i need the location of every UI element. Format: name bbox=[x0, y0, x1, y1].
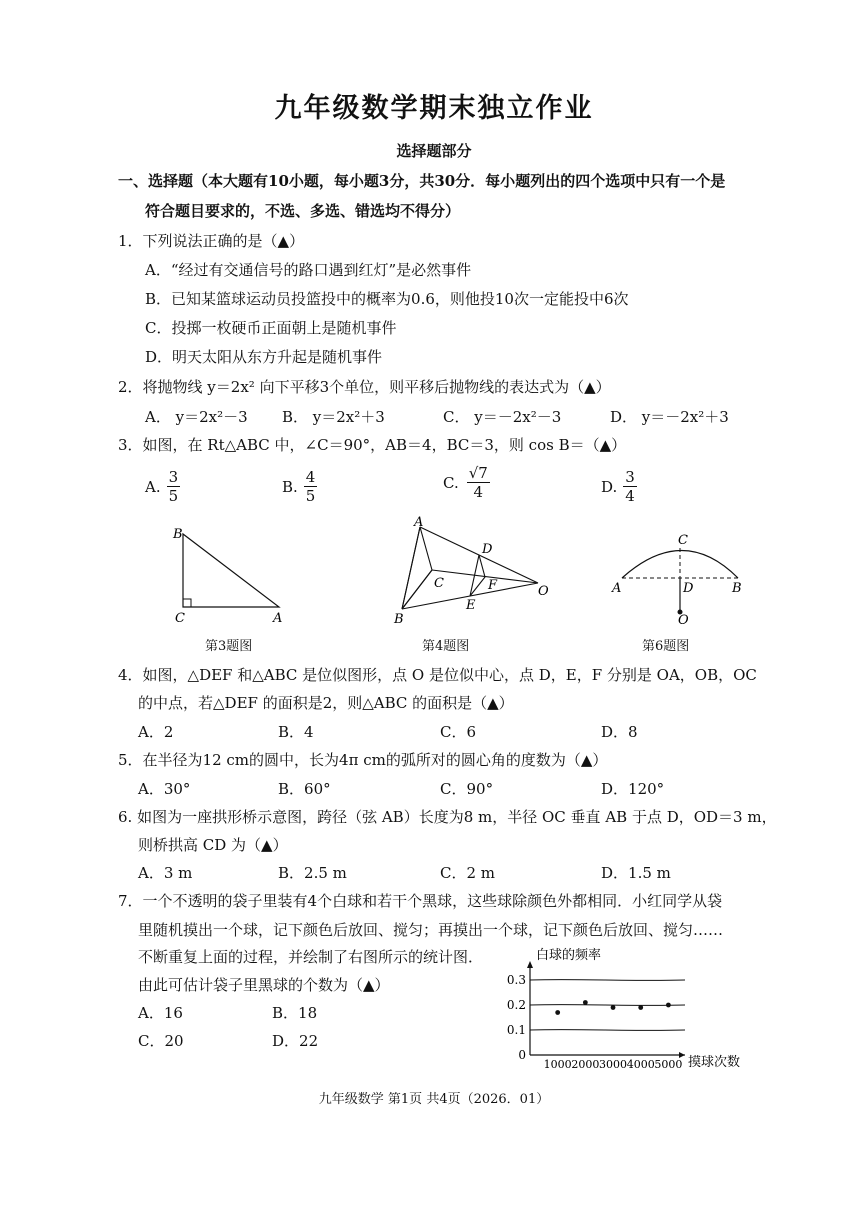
q7-option-c: C．20 bbox=[138, 1032, 184, 1050]
chart-data-point bbox=[583, 1000, 588, 1005]
chart-y-tick-labels bbox=[507, 973, 526, 1062]
chart-reference-line bbox=[530, 980, 685, 981]
q6-stem-line1: 6. 如图为一座拱形桥示意图，跨径（弦 AB）长度为8 m，半径 OC 垂直 AB 于点 D，OD＝3 m， bbox=[118, 808, 777, 826]
q3-option-c-numerator: √7 bbox=[468, 464, 488, 482]
figure-3-right-triangle bbox=[165, 520, 300, 630]
q7-stem-line3: 不断重复上面的过程，并绘制了右图所示的统计图． bbox=[138, 948, 484, 966]
chart-reference-line bbox=[530, 1005, 685, 1006]
q7-stem-line2: 里随机摸出一个球，记下颜色后放回、搅匀；再摸出一个球，记下颜色后放回、搅匀…… bbox=[138, 921, 724, 939]
q3-option-d-denominator: 4 bbox=[625, 487, 635, 505]
q3-option-b-denominator: 5 bbox=[305, 487, 316, 505]
q1-option-b: B．已知某篮球运动员投篮投中的概率为0.6，则他投10次一定能投中6次 bbox=[145, 290, 629, 308]
fig3-label-b: B bbox=[173, 527, 183, 542]
q3-option-a-numerator: 3 bbox=[168, 468, 179, 486]
q3-option-d-fraction bbox=[623, 468, 637, 505]
chart-x-tick-label: 1000 bbox=[543, 1058, 572, 1071]
q3-option-b-fraction bbox=[304, 468, 318, 505]
fig4-label-o: O bbox=[538, 584, 549, 599]
q4-option-d: D．8 bbox=[601, 723, 638, 741]
fig4-label-f: F bbox=[488, 578, 498, 593]
q3-stem: 3．如图，在 Rt△ABC 中，∠C＝90°，AB＝4，BC＝3，则 cos B＝（▲） bbox=[118, 436, 627, 454]
q4-option-b: B．4 bbox=[278, 723, 314, 741]
figure-4-caption: 第4题图 bbox=[422, 639, 470, 654]
q3-option-d-label: D. bbox=[601, 477, 618, 496]
q3-option-b bbox=[282, 468, 317, 505]
q7-stem-line4: 由此可估计袋子里黑球的个数为（▲） bbox=[138, 976, 390, 994]
page-subtitle: 选择题部分 bbox=[396, 142, 472, 160]
fig6-label-c: C bbox=[678, 533, 688, 548]
q1-option-d: D．明天太阳从东方升起是随机事件 bbox=[145, 348, 383, 366]
chart-y-tick-label: 0.3 bbox=[506, 973, 526, 987]
fig3-label-a: A bbox=[273, 611, 283, 626]
fig4-label-b: B bbox=[394, 612, 404, 627]
chart-x-tick-label: 4000 bbox=[626, 1058, 655, 1071]
triangle-abc bbox=[183, 534, 279, 607]
chart-y-axis-arrow bbox=[527, 961, 533, 968]
q4-stem-line2: 的中点，若△DEF 的面积是2，则△ABC 的面积是（▲） bbox=[138, 694, 514, 712]
q3-option-c-denominator: 4 bbox=[473, 483, 484, 501]
page-footer: 九年级数学 第1页 共4页（2026．01） bbox=[318, 1092, 550, 1107]
fig4-label-d: D bbox=[482, 542, 493, 557]
q2-option-b: B． y＝2x²＋3 bbox=[282, 408, 385, 426]
chart-y-tick-label: 0.1 bbox=[506, 1023, 526, 1037]
fig4-label-c: C bbox=[434, 576, 444, 591]
q5-stem: 5．在半径为12 cm的圆中，长为4π cm的弧所对的圆心角的度数为（▲） bbox=[118, 751, 608, 769]
chart-reference-line bbox=[530, 1030, 685, 1031]
q7-option-b: B．18 bbox=[272, 1004, 318, 1022]
q7-option-a: A．16 bbox=[138, 1004, 183, 1022]
q1-option-a: A．“经过有交通信号的路口遇到红灯”是必然事件 bbox=[145, 261, 472, 279]
figure-4-homothety bbox=[392, 515, 562, 630]
q3-option-a-fraction bbox=[167, 468, 181, 505]
q7-frequency-chart bbox=[500, 945, 785, 1075]
chart-x-tick-label: 2000 bbox=[571, 1058, 600, 1071]
chart-x-tick-labels bbox=[544, 1058, 683, 1071]
q6-option-b: B．2.5 m bbox=[278, 864, 347, 882]
chart-data-point bbox=[611, 1005, 616, 1010]
q3-option-d bbox=[601, 468, 637, 505]
q5-option-a: A．30° bbox=[138, 780, 191, 798]
q7-stem-line1: 7．一个不透明的袋子里装有4个白球和若干个黑球，这些球除颜色外都相同．小红同学从袋 bbox=[118, 892, 723, 910]
page-title: 九年级数学期末独立作业 bbox=[274, 93, 594, 124]
q3-option-a bbox=[145, 468, 180, 505]
right-angle-mark bbox=[183, 599, 191, 607]
q5-option-b: B．60° bbox=[278, 780, 331, 798]
chart-y-tick-label: 0 bbox=[518, 1048, 526, 1062]
chart-axes bbox=[527, 961, 685, 1058]
q3-option-c-label: C. bbox=[443, 473, 459, 492]
fig4-label-e: E bbox=[466, 598, 476, 613]
chart-data-point bbox=[666, 1003, 671, 1008]
section-header-line1: 一、选择题（本大题有10小题，每小题3分，共30分．每小题列出的四个选项中只有一个是 bbox=[118, 172, 726, 190]
q1-option-c: C．投掷一枚硬币正面朝上是随机事件 bbox=[145, 319, 397, 337]
chart-reference-lines bbox=[530, 980, 685, 1031]
section-header-line2: 符合题目要求的，不选、多选、错选均不得分） bbox=[145, 202, 461, 220]
q4-option-a: A．2 bbox=[138, 723, 174, 741]
fig4-label-a: A bbox=[414, 515, 424, 530]
chart-data-point bbox=[555, 1010, 560, 1015]
q6-stem-line2: 则桥拱高 CD 为（▲） bbox=[138, 836, 288, 854]
q2-option-c: C． y＝－2x²－3 bbox=[443, 408, 562, 426]
q3-option-c bbox=[443, 464, 490, 501]
chart-x-tick-label: 5000 bbox=[654, 1058, 683, 1071]
figure-6-arch-bridge bbox=[608, 528, 748, 628]
q4-stem-line1: 4．如图，△DEF 和△ABC 是位似图形，点 O 是位似中心，点 D，E，F 分别是 OA，OB，OC bbox=[118, 666, 757, 684]
q2-option-d: D． y＝－2x²＋3 bbox=[610, 408, 729, 426]
q3-option-d-numerator: 3 bbox=[625, 468, 635, 486]
q2-stem: 2．将抛物线 y＝2x² 向下平移3个单位，则平移后抛物线的表达式为（▲） bbox=[118, 378, 611, 396]
fig6-label-o: O bbox=[678, 613, 689, 628]
figure-6-caption: 第6题图 bbox=[642, 639, 690, 654]
fig6-label-a: A bbox=[612, 581, 622, 596]
q1-stem: 1．下列说法正确的是（▲） bbox=[118, 232, 305, 250]
fig6-label-b: B bbox=[732, 581, 742, 596]
q3-option-b-label: B. bbox=[282, 477, 298, 496]
q5-option-d: D．120° bbox=[601, 780, 665, 798]
q2-option-a: A． y＝2x²－3 bbox=[145, 408, 248, 426]
q4-option-c: C．6 bbox=[440, 723, 477, 741]
chart-y-axis-label: 白球的频率 bbox=[536, 948, 602, 963]
chart-x-axis-label: 摸球次数 bbox=[688, 1055, 741, 1070]
q6-option-a: A．3 m bbox=[138, 864, 193, 882]
chart-y-tick-label: 0.2 bbox=[506, 998, 526, 1012]
q6-option-d: D．1.5 m bbox=[601, 864, 671, 882]
chart-x-tick-label: 3000 bbox=[599, 1058, 628, 1071]
fig6-label-d: D bbox=[683, 581, 694, 596]
q7-option-d: D．22 bbox=[272, 1032, 319, 1050]
q3-option-a-denominator: 5 bbox=[168, 487, 179, 505]
q5-option-c: C．90° bbox=[440, 780, 494, 798]
fig3-label-c: C bbox=[175, 611, 185, 626]
chart-data-point bbox=[638, 1005, 643, 1010]
figure-3-caption: 第3题图 bbox=[205, 639, 253, 654]
chart-data-points bbox=[555, 1000, 671, 1015]
q3-option-a-label: A. bbox=[145, 477, 161, 496]
q6-option-c: C．2 m bbox=[440, 864, 496, 882]
q3-option-c-fraction bbox=[467, 464, 490, 501]
q3-option-b-numerator: 4 bbox=[305, 468, 316, 486]
